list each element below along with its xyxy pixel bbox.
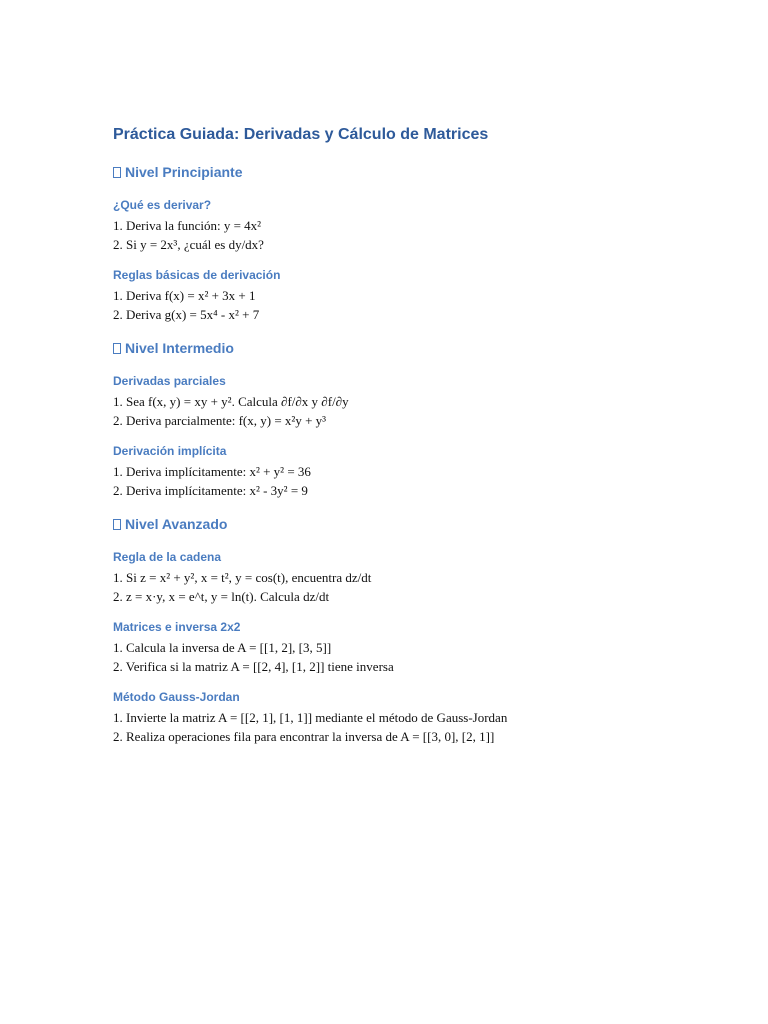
level-heading-text: Nivel Principiante [125,164,243,180]
missing-glyph-icon [113,343,121,354]
exercise: 2. Deriva g(x) = 5x⁴ - x² + 7 [113,307,260,322]
exercise: 1. Deriva f(x) = x² + 3x + 1 [113,288,256,303]
section-matrices-inversa [113,618,713,676]
exercise: 2. Deriva parcialmente: f(x, y) = x²y + y³ [113,413,327,428]
level-avanzado [113,514,713,746]
section-heading: Derivadas parciales [113,374,226,388]
level-intermedio [113,338,713,500]
missing-glyph-icon [113,519,121,530]
exercise: 1. Calcula la inversa de A = [[1, 2], [3, 5]] [113,640,332,655]
section-heading: Derivación implícita [113,444,227,458]
section-heading: Regla de la cadena [113,550,222,564]
level-heading [113,162,713,182]
section-heading: Reglas básicas de derivación [113,268,281,282]
section-heading: Matrices e inversa 2x2 [113,620,241,634]
section-derivacion-implicita [113,442,713,500]
exercise: 1. Si z = x² + y², x = t², y = cos(t), encuentra dz/dt [113,570,372,585]
level-heading-text: Nivel Avanzado [125,516,228,532]
exercise: 2. Realiza operaciones fila para encontrar la inversa de A = [[3, 0], [2, 1]] [113,729,495,744]
section-heading: ¿Qué es derivar? [113,198,212,212]
exercise: 2. Deriva implícitamente: x² - 3y² = 9 [113,483,308,498]
exercise: 2. z = x·y, x = e^t, y = ln(t). Calcula dz/dt [113,589,330,604]
level-heading-text: Nivel Intermedio [125,340,234,356]
exercise: 1. Sea f(x, y) = xy + y². Calcula ∂f/∂x y ∂f/∂y [113,394,349,409]
section-regla-cadena [113,548,713,606]
level-heading [113,514,713,534]
section-que-es-derivar [113,196,713,254]
section-heading: Método Gauss-Jordan [113,690,240,704]
document-title: Práctica Guiada: Derivadas y Cálculo de Matrices [113,126,489,143]
section-gauss-jordan [113,688,713,746]
missing-glyph-icon [113,167,121,178]
exercise: 1. Deriva implícitamente: x² + y² = 36 [113,464,311,479]
level-heading [113,338,713,358]
exercise: 1. Deriva la función: y = 4x² [113,218,262,233]
exercise: 1. Invierte la matriz A = [[2, 1], [1, 1]] mediante el método de Gauss-Jordan [113,710,508,725]
section-derivadas-parciales [113,372,713,430]
level-principiante [113,162,713,324]
exercise: 2. Si y = 2x³, ¿cuál es dy/dx? [113,237,264,252]
section-reglas-basicas [113,266,713,324]
document-page [113,124,713,746]
exercise: 2. Verifica si la matriz A = [[2, 4], [1, 2]] tiene inversa [113,659,394,674]
